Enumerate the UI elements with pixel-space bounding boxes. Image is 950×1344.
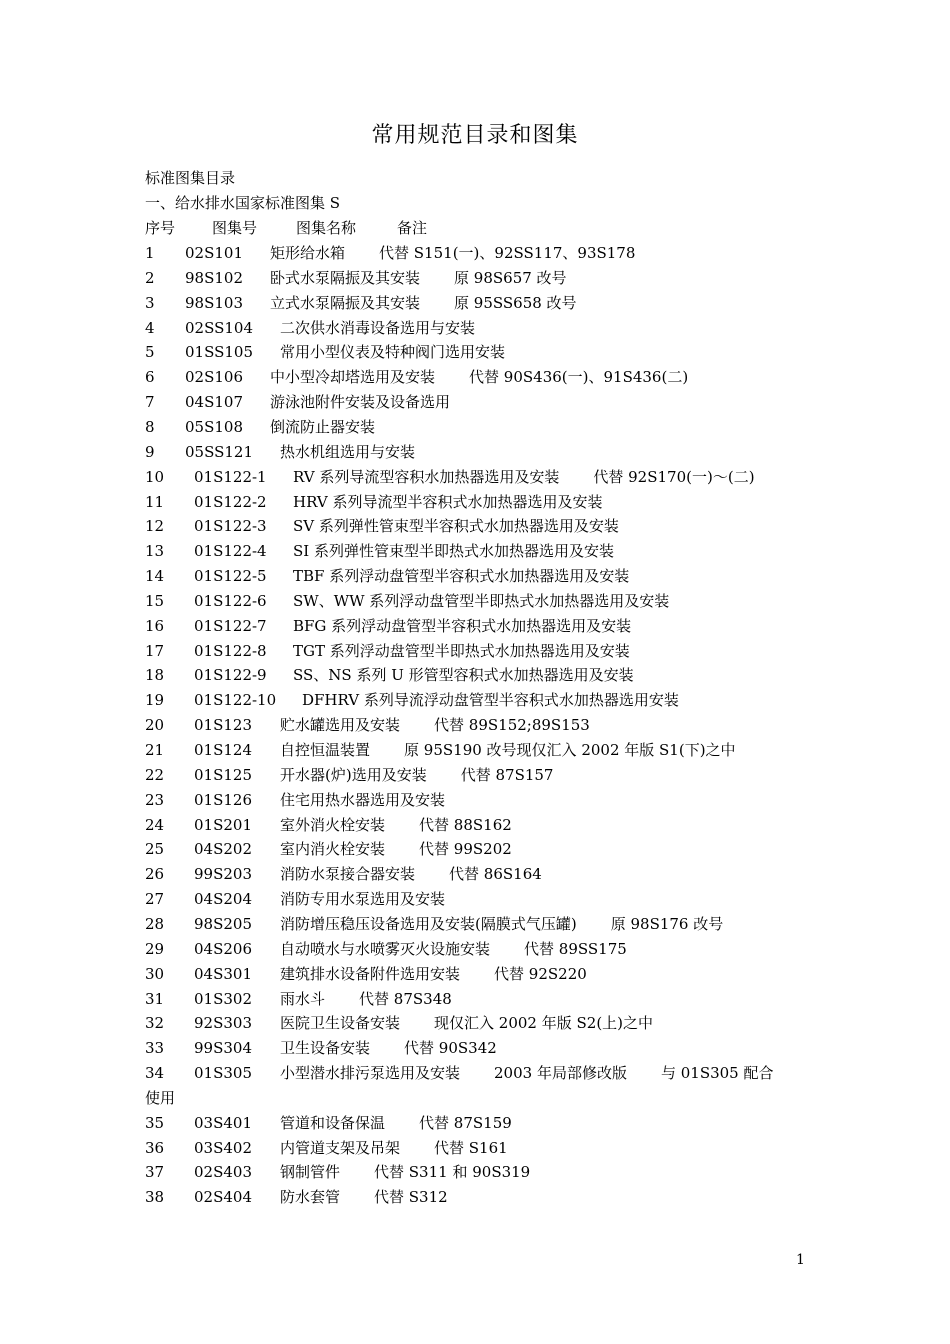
row-number: 17 bbox=[145, 641, 165, 660]
list-item bbox=[145, 641, 630, 661]
row-name: 室外消火栓安装 bbox=[280, 815, 386, 834]
list-item bbox=[145, 740, 736, 760]
row-number: 19 bbox=[145, 691, 165, 710]
row-code: 01S125 bbox=[194, 765, 252, 784]
row-number: 20 bbox=[145, 716, 165, 735]
row-code: 01S124 bbox=[194, 741, 252, 759]
list-item bbox=[145, 914, 723, 934]
list-item bbox=[145, 243, 635, 263]
row-name: SS、NS 系列 U 形管型容积式水加热器选用及安装 bbox=[293, 666, 634, 685]
list-item bbox=[145, 541, 614, 561]
row-name: 消防专用水泵选用及安装 bbox=[280, 890, 446, 909]
row-note: 代替 S151(一)、92SS117、93S178 bbox=[379, 244, 636, 262]
row-number: 32 bbox=[145, 1014, 165, 1033]
list-item bbox=[145, 989, 452, 1009]
list-item bbox=[145, 591, 669, 611]
list-item bbox=[145, 417, 375, 437]
row-number: 21 bbox=[145, 741, 165, 759]
row-name: 热水机组选用与安装 bbox=[280, 442, 416, 461]
list-item bbox=[145, 1013, 653, 1033]
row-name: TBF 系列浮动盘管型半容积式水加热器选用及安装 bbox=[293, 567, 630, 586]
row-name: 卫生设备安装 bbox=[280, 1039, 371, 1058]
row-number: 4 bbox=[145, 318, 155, 337]
row-number: 3 bbox=[145, 293, 155, 312]
row-code: 98S103 bbox=[185, 293, 243, 312]
list-item bbox=[145, 442, 415, 462]
row-code: 01SS105 bbox=[185, 343, 254, 362]
row-note: 代替 87S348 bbox=[359, 989, 452, 1008]
row-name: HRV 系列导流型半容积式水加热器选用及安装 bbox=[293, 492, 603, 511]
row-note: 代替 90S436(一)、91S436(二) bbox=[469, 368, 689, 387]
row-code: 01S122-2 bbox=[194, 492, 267, 511]
row-name: 矩形给水箱 bbox=[270, 244, 346, 262]
row-code: 01S305 bbox=[194, 1064, 252, 1083]
list-item bbox=[145, 1138, 508, 1158]
document-title: 常用规范目录和图集 bbox=[371, 123, 579, 148]
row-number: 10 bbox=[145, 467, 165, 486]
row-name: 游泳池附件安装及设备选用 bbox=[270, 393, 451, 412]
row-code: 01S302 bbox=[194, 989, 252, 1008]
row-number: 28 bbox=[145, 914, 165, 933]
catalog-heading: 标准图集目录 bbox=[145, 169, 236, 187]
row-name: 自控恒温装置 bbox=[280, 741, 371, 759]
table-header bbox=[145, 218, 427, 238]
row-code: 02S403 bbox=[194, 1163, 252, 1182]
list-item bbox=[145, 690, 679, 710]
row-number: 2 bbox=[145, 268, 155, 287]
row-name: 钢制管件 bbox=[280, 1163, 341, 1182]
row-code: 01S201 bbox=[194, 815, 252, 834]
row-name: 小型潜水排污泵选用及安装 bbox=[280, 1064, 461, 1083]
row-code: 01S122-6 bbox=[194, 591, 267, 610]
row-name: TGT 系列浮动盘管型半即热式水加热器选用及安装 bbox=[293, 641, 630, 660]
list-item bbox=[145, 1162, 530, 1182]
row-name: 室内消火栓安装 bbox=[280, 840, 386, 859]
row-name: 卧式水泵隔振及其安装 bbox=[270, 268, 421, 287]
row-name: 防水套管 bbox=[280, 1188, 341, 1207]
row-number: 7 bbox=[145, 393, 155, 412]
row-name: 内管道支架及吊架 bbox=[280, 1138, 401, 1157]
row-number: 11 bbox=[145, 492, 165, 511]
row-number: 34 bbox=[145, 1064, 165, 1083]
section-heading: 一、给水排水国家标准图集 S bbox=[145, 194, 341, 212]
row-name: 管道和设备保温 bbox=[280, 1113, 386, 1132]
row-number: 9 bbox=[145, 442, 155, 461]
row-code: 03S401 bbox=[194, 1113, 252, 1132]
list-item bbox=[145, 467, 755, 487]
row-code: 05SS121 bbox=[185, 442, 254, 461]
header-no: 序号 bbox=[145, 219, 176, 237]
row-number: 16 bbox=[145, 616, 165, 635]
row-note: 代替 90S342 bbox=[404, 1039, 497, 1058]
header-note: 备注 bbox=[397, 219, 428, 237]
row-name: BFG 系列浮动盘管型半容积式水加热器选用及安装 bbox=[293, 616, 632, 635]
row-code: 01S126 bbox=[194, 790, 252, 809]
row-name: 常用小型仪表及特种阀门选用安装 bbox=[280, 343, 506, 362]
list-item bbox=[145, 815, 512, 835]
row-note-extra: 与 01S305 配合 bbox=[660, 1064, 774, 1083]
row-number: 23 bbox=[145, 790, 165, 809]
row-code: 04S204 bbox=[194, 890, 252, 909]
row-code: 01S122-5 bbox=[194, 567, 267, 586]
row-code: 01S122-4 bbox=[194, 542, 267, 561]
row-note: 2003 年局部修改版 bbox=[494, 1064, 627, 1083]
list-item bbox=[145, 616, 631, 636]
row-name: DFHRV 系列导流浮动盘管型半容积式水加热器选用安装 bbox=[302, 691, 679, 710]
list-item bbox=[145, 342, 505, 362]
row-number: 37 bbox=[145, 1163, 165, 1182]
list-item bbox=[145, 765, 553, 785]
row-code: 01S122-1 bbox=[194, 467, 267, 486]
row-name: 贮水罐选用及安装 bbox=[280, 716, 401, 735]
list-item bbox=[145, 715, 590, 735]
list-item bbox=[145, 939, 627, 959]
row-name: 自动喷水与水喷雾灭火设施安装 bbox=[280, 939, 491, 958]
list-item bbox=[145, 790, 445, 810]
list-item bbox=[145, 293, 577, 313]
row-number: 31 bbox=[145, 989, 165, 1008]
row-number: 13 bbox=[145, 542, 165, 561]
row-note: 代替 S161 bbox=[434, 1138, 508, 1157]
row-code: 04S301 bbox=[194, 964, 252, 983]
list-item bbox=[145, 1113, 512, 1133]
row-note: 代替 92S170(一)～(二) bbox=[593, 467, 755, 486]
row-name: SV 系列弹性管束型半容积式水加热器选用及安装 bbox=[293, 517, 619, 536]
row-code: 92S303 bbox=[194, 1014, 252, 1033]
row-number: 26 bbox=[145, 865, 165, 884]
list-item bbox=[145, 566, 629, 586]
page-number: 1 bbox=[796, 1252, 805, 1268]
row-code: 01S122-10 bbox=[194, 691, 277, 710]
row-number: 22 bbox=[145, 765, 165, 784]
row-number: 27 bbox=[145, 890, 165, 909]
row-name: SW、WW 系列浮动盘管型半即热式水加热器选用及安装 bbox=[293, 591, 670, 610]
list-item bbox=[145, 492, 602, 512]
list-item bbox=[145, 1038, 497, 1058]
row-note: 代替 89SS175 bbox=[524, 939, 627, 958]
row-code: 01S122-7 bbox=[194, 616, 267, 635]
row-note: 原 98S176 改号 bbox=[610, 914, 724, 933]
row-number: 38 bbox=[145, 1188, 165, 1207]
row-note: 现仅汇入 2002 年版 S2(上)之中 bbox=[434, 1014, 654, 1033]
row-number: 12 bbox=[145, 517, 165, 536]
row-name: 二次供水消毒设备选用与安装 bbox=[280, 318, 476, 337]
row-note: 代替 92S220 bbox=[494, 964, 587, 983]
list-item bbox=[145, 864, 542, 884]
list-item bbox=[145, 1187, 448, 1207]
row-code: 99S304 bbox=[194, 1039, 252, 1058]
row-number: 8 bbox=[145, 417, 155, 436]
row-code: 01S122-3 bbox=[194, 517, 267, 536]
row-code: 03S402 bbox=[194, 1138, 252, 1157]
row-code: 98S102 bbox=[185, 268, 243, 287]
row-code: 04S107 bbox=[185, 393, 243, 412]
row-code: 01S122-8 bbox=[194, 641, 267, 660]
row-note: 代替 89S152;89S153 bbox=[434, 716, 590, 735]
row-note: 原 95S190 改号现仅汇入 2002 年版 S1(下)之中 bbox=[404, 741, 736, 759]
list-item bbox=[145, 839, 512, 859]
row-number: 30 bbox=[145, 964, 165, 983]
header-name: 图集名称 bbox=[296, 219, 357, 237]
row-note: 原 95SS658 改号 bbox=[454, 293, 577, 312]
row-number: 35 bbox=[145, 1113, 165, 1132]
row-number: 24 bbox=[145, 815, 165, 834]
row-name: 消防增压稳压设备选用及安装(隔膜式气压罐) bbox=[280, 914, 577, 933]
list-item-continuation: 使用 bbox=[145, 1088, 176, 1107]
list-item bbox=[145, 889, 445, 909]
row-code: 02S101 bbox=[185, 244, 243, 262]
row-number: 18 bbox=[145, 666, 165, 685]
list-item bbox=[145, 516, 619, 536]
list-item bbox=[145, 318, 475, 338]
row-number: 33 bbox=[145, 1039, 165, 1058]
row-code: 05S108 bbox=[185, 417, 243, 436]
row-code: 02S404 bbox=[194, 1188, 252, 1207]
list-item bbox=[145, 392, 450, 412]
row-number: 1 bbox=[145, 244, 155, 262]
row-name: 立式水泵隔振及其安装 bbox=[270, 293, 421, 312]
row-note: 原 98S657 改号 bbox=[454, 268, 567, 287]
list-item bbox=[145, 268, 567, 288]
list-item bbox=[145, 1063, 774, 1083]
list-item bbox=[145, 665, 634, 685]
row-name: 开水器(炉)选用及安装 bbox=[280, 765, 427, 784]
header-code: 图集号 bbox=[212, 219, 258, 237]
row-note: 代替 S311 和 90S319 bbox=[374, 1163, 531, 1182]
row-code: 01S123 bbox=[194, 716, 252, 735]
row-name: 倒流防止器安装 bbox=[270, 417, 376, 436]
row-code: 99S203 bbox=[194, 865, 252, 884]
row-name: SI 系列弹性管束型半即热式水加热器选用及安装 bbox=[293, 542, 614, 561]
row-note: 代替 87S157 bbox=[460, 765, 554, 784]
row-code: 02SS104 bbox=[185, 318, 254, 337]
row-name: 医院卫生设备安装 bbox=[280, 1014, 401, 1033]
list-item bbox=[145, 964, 587, 984]
row-name: 雨水斗 bbox=[280, 989, 326, 1008]
row-number: 15 bbox=[145, 591, 165, 610]
list-item bbox=[145, 367, 688, 387]
row-note: 代替 87S159 bbox=[419, 1113, 512, 1132]
row-code: 04S206 bbox=[194, 939, 252, 958]
row-number: 14 bbox=[145, 567, 165, 586]
row-code: 98S205 bbox=[194, 914, 252, 933]
row-name: 住宅用热水器选用及安装 bbox=[280, 790, 446, 809]
row-number: 6 bbox=[145, 368, 155, 387]
row-note: 代替 S312 bbox=[374, 1188, 448, 1207]
row-name: 建筑排水设备附件选用安装 bbox=[280, 964, 461, 983]
row-note: 代替 86S164 bbox=[449, 865, 542, 884]
row-note: 代替 99S202 bbox=[419, 840, 512, 859]
row-code: 04S202 bbox=[194, 840, 252, 859]
row-code: 02S106 bbox=[185, 368, 243, 387]
row-number: 25 bbox=[145, 840, 165, 859]
row-code: 01S122-9 bbox=[194, 666, 267, 685]
row-number: 36 bbox=[145, 1138, 165, 1157]
row-name: RV 系列导流型容积水加热器选用及安装 bbox=[293, 467, 560, 486]
row-name: 消防水泵接合器安装 bbox=[280, 865, 416, 884]
row-number: 29 bbox=[145, 939, 165, 958]
row-name: 中小型冷却塔选用及安装 bbox=[270, 368, 436, 387]
row-number: 5 bbox=[145, 343, 155, 362]
row-note: 代替 88S162 bbox=[419, 815, 512, 834]
